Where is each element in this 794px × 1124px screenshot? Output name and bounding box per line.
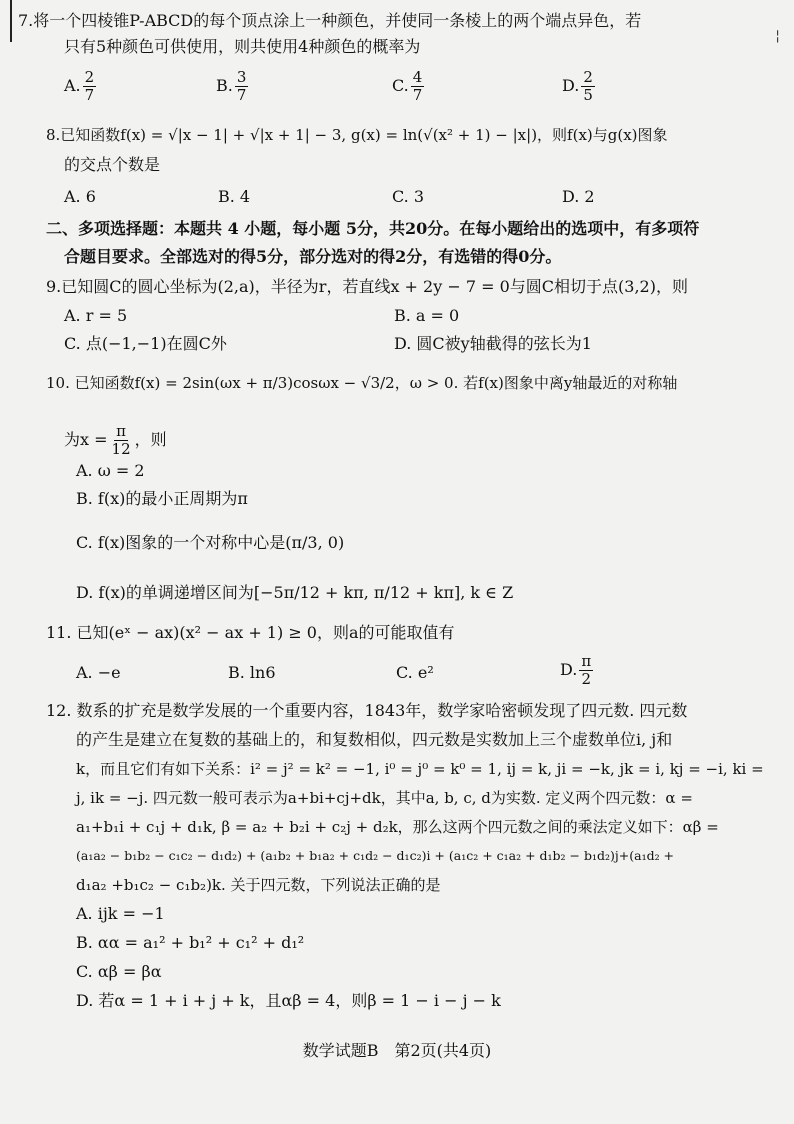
- q11-option-c: C. e²: [396, 663, 434, 682]
- q12-stem-line4: j, ik = −j. 四元数一般可表示为a+bi+cj+dk，其中a, b, c, d为实数. 定义两个四元数：α =: [76, 789, 693, 807]
- page-footer: 数学试题B 第2页(共4页): [302, 1041, 492, 1060]
- q12-option-c: C. αβ = βα: [76, 962, 162, 981]
- q11-option-d: D. $\frac{\pi}{2}$: [560, 652, 592, 688]
- q7-option-d: D. $\frac{2}{5}$: [562, 68, 593, 104]
- q12-option-a: A. ijk = −1: [76, 904, 165, 923]
- q12-stem-line1: 12. 数系的扩充是数学发展的一个重要内容，1843年，数学家哈密顿发现了四元数. 四元数: [46, 701, 688, 720]
- q10-option-d: D. f(x)的单调递增区间为[−5π/12 + kπ, π/12 + kπ], k ∈ Z: [76, 583, 514, 602]
- q9-option-d: D. 圆C被y轴截得的弦长为1: [394, 334, 592, 353]
- q11-stem: 11. 已知(eˣ − ax)(x² − ax + 1) ≥ 0，则a的可能取值有: [46, 623, 455, 642]
- q8-stem-line2: 的交点个数是: [64, 155, 161, 174]
- q12-option-d: D. 若α = 1 + i + j + k，且αβ = 4，则β = 1 − i − j − k: [76, 991, 501, 1010]
- q8-option-c: C. 3: [392, 187, 425, 206]
- q12-stem-line6: (a₁a₂ − b₁b₂ − c₁c₂ − d₁d₂) + (a₁b₂ + b₁a₂ + c₁d₂ − d₁c₂)i + (a₁c₂ + c₁a₂ + d₁b₂ − b₁d₂)j+(a₁d₂ +: [76, 848, 675, 863]
- q9-option-b: B. a = 0: [394, 306, 460, 325]
- q12-stem-line5: a₁+b₁i + c₁j + d₁k, β = a₂ + b₂i + c₂j + d₂k，那么这两个四元数之间的乘法定义如下：αβ =: [76, 818, 719, 836]
- q11-option-b: B. ln6: [228, 663, 276, 682]
- q8-option-a: A. 6: [64, 187, 96, 206]
- q9-option-c: C. 点(−1,−1)在圆C外: [64, 334, 227, 353]
- q12-option-b: B. αα = a₁² + b₁² + c₁² + d₁²: [76, 933, 305, 952]
- q10-option-c: C. f(x)图象的一个对称中心是(π/3, 0): [76, 533, 345, 552]
- q12-stem-line3: k，而且它们有如下关系：i² = j² = k² = −1, i⁰ = j⁰ = k⁰ = 1, ij = k, ji = −k, jk = i, kj = −i, ki =: [76, 760, 764, 778]
- section-2-header-line1: 二、多项选择题：本题共 4 小题，每小题 5分，共20分。在每小题给出的选项中，有多项符: [46, 219, 700, 238]
- section-2-header-line2: 合题目要求。全部选对的得5分，部分选对的得2分，有选错的得0分。: [64, 247, 562, 266]
- q8-stem-line1: 8.已知函数f(x) = √|x − 1| + √|x + 1| − 3, g(x) = ln(√(x² + 1) − |x|)，则f(x)与g(x)图象: [46, 126, 668, 144]
- q12-stem-line2: 的产生是建立在复数的基础上的，和复数相似，四元数是实数加上三个虚数单位i, j和: [76, 730, 673, 749]
- q10-stem-line2: 为x = $\frac{\pi}{12}$ ，则: [64, 422, 167, 458]
- margin-line: [10, 0, 12, 42]
- edge-mark: ¦: [775, 28, 780, 44]
- q9-option-a: A. r = 5: [64, 306, 128, 325]
- q10-option-a: A. ω = 2: [76, 461, 145, 480]
- q8-option-d: D. 2: [562, 187, 595, 206]
- q7-option-c: C. $\frac{4}{7}$: [392, 68, 423, 104]
- q7-option-a: A. $\frac{2}{7}$: [64, 68, 95, 104]
- q10-stem-line1: 10. 已知函数f(x) = 2sin(ωx + π/3)cosωx − √3/2，ω > 0. 若f(x)图象中离y轴最近的对称轴: [46, 374, 678, 392]
- q7-option-b: B. $\frac{3}{7}$: [216, 68, 247, 104]
- q9-stem: 9.已知圆C的圆心坐标为(2,a)，半径为r，若直线x + 2y − 7 = 0与圆C相切于点(3,2)，则: [46, 277, 688, 296]
- q7-stem-line1: 7.将一个四棱锥P-ABCD的每个顶点涂上一种颜色，并使同一条棱上的两个端点异色，若: [18, 11, 642, 30]
- q7-stem-line2: 只有5种颜色可供使用，则共使用4种颜色的概率为: [64, 37, 421, 56]
- q8-option-b: B. 4: [218, 187, 251, 206]
- q10-option-b: B. f(x)的最小正周期为π: [76, 489, 248, 508]
- q12-stem-line7: d₁a₂ +b₁c₂ − c₁b₂)k. 关于四元数，下列说法正确的是: [76, 876, 441, 894]
- q11-option-a: A. −e: [76, 663, 121, 682]
